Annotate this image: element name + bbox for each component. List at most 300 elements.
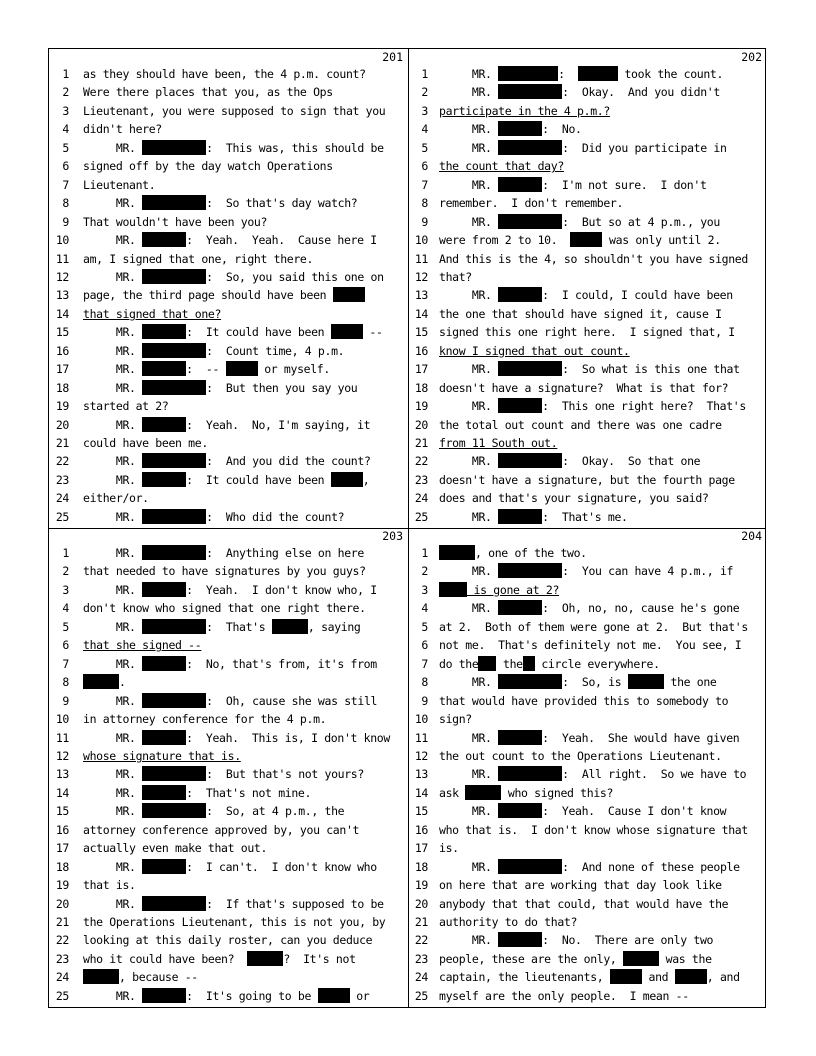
redaction-block: [498, 398, 542, 413]
redaction-block: [83, 969, 119, 984]
redaction-block: [142, 730, 186, 745]
line-text: [439, 434, 557, 452]
text-segment: : You can have 4 p.m., if: [562, 564, 734, 579]
line-text: [439, 802, 726, 820]
redaction-block: [610, 969, 642, 984]
line-text: [83, 139, 384, 157]
line-number: 21: [414, 436, 428, 450]
line-number: 16: [414, 343, 428, 358]
transcript-line: [408, 821, 767, 839]
line-text: [439, 692, 728, 710]
line-number: 3: [62, 582, 69, 597]
line-text: [439, 231, 721, 249]
line-text: [83, 895, 384, 913]
text-segment: MR.: [439, 509, 499, 524]
line-number: 22: [414, 933, 428, 948]
text-segment: MR.: [439, 933, 499, 948]
text-segment: : This one right here? That's: [542, 399, 746, 414]
text-segment: : And you did the count?: [206, 454, 371, 469]
text-segment: : And none of these people: [562, 859, 740, 874]
line-text: [83, 876, 136, 894]
line-text: [83, 342, 344, 360]
transcript-line: [408, 416, 767, 434]
transcript-line: [408, 508, 767, 526]
transcript-line: [49, 139, 408, 157]
line-text: [439, 508, 628, 526]
text-segment: : It could have been: [186, 325, 331, 340]
text-segment: MR.: [439, 214, 499, 229]
transcript-line: [49, 913, 408, 931]
line-text: [83, 821, 359, 839]
line-text: [83, 968, 198, 986]
page-204: [408, 528, 767, 1007]
line-number: 4: [62, 122, 69, 137]
text-segment: don't know who signed that one right there.: [83, 601, 366, 616]
redaction-block: [142, 232, 186, 247]
transcript-line: [408, 139, 767, 157]
transcript-line: [49, 987, 408, 1005]
line-text: [439, 747, 722, 765]
line-text: [439, 379, 728, 397]
line-number: 2: [62, 564, 69, 579]
redaction-block: [498, 214, 562, 229]
text-segment: : But that's not yours?: [206, 767, 364, 782]
line-text: [83, 286, 365, 304]
line-text: [439, 176, 707, 194]
line-text: [439, 360, 740, 378]
text-segment: MR.: [439, 67, 499, 81]
line-text: [83, 802, 344, 820]
text-segment: or myself.: [257, 362, 330, 377]
redaction-block: [142, 859, 186, 874]
line-text: [439, 489, 709, 507]
text-segment: : Oh, cause she was still: [206, 693, 378, 708]
line-number: 11: [55, 730, 69, 745]
line-text: [83, 213, 267, 231]
text-segment: MR.: [83, 454, 143, 469]
redaction-block: [498, 177, 542, 192]
redaction-block: [498, 766, 562, 781]
line-text: [439, 839, 459, 857]
line-number: 23: [55, 472, 69, 487]
line-number: 3: [421, 103, 428, 118]
text-segment: from 11 South out.: [439, 436, 558, 450]
line-text: [439, 342, 630, 360]
text-segment: : Yeah. This is, I don't know: [186, 730, 390, 745]
transcript-line: [408, 471, 767, 489]
line-text: [83, 194, 357, 212]
text-segment: : Yeah. Yeah. Cause here I: [186, 233, 377, 248]
text-segment: looking at this daily roster, can you deduce: [83, 933, 373, 948]
redaction-block: [478, 656, 496, 671]
text-segment: that would have provided this to somebody to: [439, 693, 729, 708]
transcript-line: [49, 968, 408, 986]
redaction-block: [142, 582, 186, 597]
text-segment: at 2. Both of them were gone at 2. But that's: [439, 619, 748, 634]
line-text: [439, 821, 748, 839]
line-text: [83, 489, 149, 507]
line-number: 24: [55, 491, 69, 506]
line-text: [439, 636, 741, 654]
redaction-block: [498, 674, 562, 689]
redaction-block: [623, 951, 659, 966]
text-segment: : So, you said this one on: [206, 269, 384, 284]
transcript-line: [408, 710, 767, 728]
line-number: 16: [55, 822, 69, 837]
transcript-line: [408, 692, 767, 710]
line-number: 6: [62, 159, 69, 174]
text-segment: : Did you participate in: [562, 140, 727, 155]
redaction-block: [142, 785, 186, 800]
transcript-line: [408, 231, 767, 249]
transcript-line: [49, 379, 408, 397]
text-segment: MR.: [83, 785, 143, 800]
text-segment: the: [496, 656, 523, 671]
transcript-line: [49, 858, 408, 876]
redaction-block: [439, 582, 467, 597]
text-segment: myself are the only people. I mean --: [439, 988, 689, 1003]
line-text: [439, 562, 733, 580]
text-segment: : Yeah. No, I'm saying, it: [186, 417, 371, 432]
transcript-line: [49, 581, 408, 599]
text-segment: MR.: [439, 399, 499, 414]
transcript-line: [408, 931, 767, 949]
line-number: 20: [55, 417, 69, 432]
text-segment: could have been me.: [83, 436, 208, 450]
text-segment: MR.: [439, 454, 499, 469]
line-number: 23: [55, 951, 69, 966]
line-text: [83, 858, 377, 876]
text-segment: MR.: [439, 177, 499, 192]
transcript-line: [408, 342, 767, 360]
text-segment: MR.: [439, 85, 499, 100]
transcript-line: [408, 968, 767, 986]
transcript-line: [49, 268, 408, 286]
line-number: 9: [62, 214, 69, 229]
redaction-block: [142, 324, 186, 339]
text-segment: MR.: [83, 380, 143, 395]
text-segment: in attorney conference for the 4 p.m.: [83, 712, 327, 727]
text-segment: And this is the 4, so shouldn't you have signed: [439, 251, 748, 266]
text-segment: : Count time, 4 p.m.: [206, 343, 345, 358]
transcript-line: [49, 194, 408, 212]
line-number: 19: [55, 878, 69, 893]
transcript-line: [408, 950, 767, 968]
redaction-block: [498, 803, 542, 818]
line-text: [439, 931, 713, 949]
line-text: [439, 286, 733, 304]
redaction-block: [226, 361, 258, 376]
text-segment: , and: [706, 970, 740, 985]
page-number: 203: [382, 529, 403, 543]
transcript-line: [49, 618, 408, 636]
line-text: [439, 618, 748, 636]
line-text: [83, 950, 356, 968]
transcript-line: [49, 471, 408, 489]
line-number: 14: [414, 306, 428, 321]
transcript-line: [408, 636, 767, 654]
transcript-line: [49, 931, 408, 949]
line-text: [439, 950, 712, 968]
transcript-line: [408, 194, 767, 212]
line-text: [439, 710, 472, 728]
transcript-line: [49, 508, 408, 526]
redaction-block: [333, 287, 365, 302]
line-text: [83, 305, 221, 323]
transcript-line: [49, 895, 408, 913]
transcript-line: [408, 434, 767, 452]
line-number: 25: [55, 988, 69, 1003]
text-segment: : So, is: [562, 675, 628, 690]
redaction-block: [142, 988, 186, 1003]
transcript-line: [408, 618, 767, 636]
line-number: 14: [414, 785, 428, 800]
transcript-line: [408, 599, 767, 617]
line-number: 4: [62, 601, 69, 616]
transcript-line: [408, 268, 767, 286]
line-number: 10: [55, 233, 69, 248]
line-text: [83, 747, 241, 765]
line-text: [439, 581, 559, 599]
line-number: 10: [55, 712, 69, 727]
line-text: [439, 968, 740, 986]
line-number: 5: [62, 619, 69, 634]
text-segment: doesn't have a signature, but the fourth page: [439, 472, 735, 487]
line-text: [83, 397, 168, 415]
transcript-line: [49, 747, 408, 765]
text-segment: is gone at 2?: [467, 582, 560, 597]
redaction-block: [331, 472, 363, 487]
line-text: [83, 931, 372, 949]
line-text: [439, 120, 582, 138]
transcript-line: [49, 305, 408, 323]
redaction-block: [331, 324, 363, 339]
line-number: 5: [62, 140, 69, 155]
redaction-block: [142, 269, 206, 284]
line-text: [439, 83, 720, 101]
text-segment: That wouldn't have been you?: [83, 214, 268, 229]
line-number: 11: [55, 251, 69, 266]
line-number: 17: [414, 841, 428, 856]
text-segment: MR.: [83, 362, 143, 377]
transcript-line: [408, 858, 767, 876]
line-number: 8: [62, 196, 69, 211]
transcript-line: [49, 65, 408, 83]
line-text: [83, 268, 384, 286]
line-text: [83, 157, 333, 175]
line-text: [439, 416, 722, 434]
line-text: [83, 379, 357, 397]
line-number: 19: [414, 399, 428, 414]
text-segment: MR.: [83, 804, 143, 819]
transcript-line: [408, 286, 767, 304]
transcript-line: [408, 562, 767, 580]
redaction-block: [498, 121, 542, 136]
text-segment: : So what is this one that: [562, 362, 740, 377]
redaction-block: [578, 66, 618, 81]
transcript-line: [408, 765, 767, 783]
line-number: 25: [414, 509, 428, 524]
transcript-line: [49, 286, 408, 304]
text-segment: took the count.: [617, 67, 724, 81]
line-number: 13: [414, 288, 428, 303]
line-number: 24: [414, 491, 428, 506]
text-segment: MR.: [83, 988, 143, 1003]
line-text: [439, 250, 748, 268]
text-segment: the Operations Lieutenant, this is not you, by: [83, 915, 386, 929]
transcript-line: [408, 360, 767, 378]
transcript-line: [408, 323, 767, 341]
text-segment: MR.: [83, 233, 143, 248]
redaction-block: [142, 766, 206, 781]
line-number: 3: [421, 582, 428, 597]
text-segment: : I'm not sure. I don't: [542, 177, 707, 192]
text-segment: sign?: [439, 712, 472, 727]
transcript-line: [49, 765, 408, 783]
transcript-line: [408, 83, 767, 101]
line-text: [83, 120, 162, 138]
line-text: [83, 692, 377, 710]
text-segment: MR.: [439, 362, 499, 377]
transcript-line: [49, 839, 408, 857]
line-number: 14: [55, 306, 69, 321]
line-number: 5: [421, 140, 428, 155]
redaction-block: [142, 195, 206, 210]
redaction-block: [498, 932, 542, 947]
text-segment: the count that day?: [439, 159, 564, 174]
text-segment: or: [349, 988, 370, 1003]
text-segment: that she signed --: [83, 638, 202, 653]
line-number: 7: [421, 656, 428, 671]
line-text: [439, 102, 610, 120]
redaction-block: [498, 84, 562, 99]
line-text: [439, 858, 740, 876]
line-number: 22: [414, 454, 428, 469]
transcript-line: [408, 102, 767, 120]
line-number: 18: [55, 859, 69, 874]
transcript-line: [408, 747, 767, 765]
text-segment: : No. There are only two: [542, 933, 714, 948]
text-segment: MR.: [439, 564, 499, 579]
line-text: [83, 250, 313, 268]
text-segment: ask: [439, 785, 466, 800]
text-segment: : No.: [542, 122, 582, 137]
line-text: [83, 508, 344, 526]
redaction-block: [498, 361, 562, 376]
transcript-line: [408, 784, 767, 802]
text-segment: MR.: [83, 325, 143, 340]
line-number: 14: [55, 785, 69, 800]
line-number: 22: [55, 454, 69, 469]
line-text: [439, 157, 564, 175]
line-number: 23: [414, 472, 428, 487]
transcript-line: [408, 120, 767, 138]
transcript-line: [49, 673, 408, 691]
text-segment: : Okay. So that one: [562, 454, 701, 469]
transcript-line: [49, 434, 408, 452]
text-segment: : That's me.: [542, 509, 628, 524]
text-segment: people, these are the only,: [439, 951, 624, 966]
text-segment: not me. That's definitely not me. You see, I: [439, 638, 742, 653]
page-203: [49, 528, 408, 1007]
line-number: 25: [414, 988, 428, 1003]
line-text: [83, 176, 155, 194]
text-segment: that signed that one?: [83, 306, 222, 321]
line-text: [439, 65, 723, 83]
redaction-block: [498, 563, 562, 578]
text-segment: attorney conference approved by, you can't: [83, 822, 360, 837]
line-number: 15: [414, 325, 428, 340]
line-number: 10: [414, 712, 428, 727]
transcript-line: [408, 802, 767, 820]
line-number: 6: [421, 638, 428, 653]
line-number: 2: [421, 564, 428, 579]
line-text: [439, 765, 746, 783]
redaction-block: [142, 619, 206, 634]
transcript-line: [49, 489, 408, 507]
redaction-block: [498, 453, 562, 468]
text-segment: on here that are working that day look like: [439, 878, 722, 893]
text-segment: doesn't have a signature? What is that for?: [439, 380, 729, 395]
line-text: [439, 305, 722, 323]
redaction-block: [142, 361, 186, 376]
transcript-line: [408, 655, 767, 673]
line-text: [83, 618, 361, 636]
text-segment: authority to do that?: [439, 915, 578, 929]
line-text: [83, 83, 333, 101]
line-number: 18: [55, 380, 69, 395]
text-segment: the one: [663, 675, 717, 690]
transcript-line: [408, 895, 767, 913]
line-number: 9: [421, 693, 428, 708]
redaction-block: [498, 730, 542, 745]
text-segment: , one of the two.: [475, 546, 587, 560]
text-segment: :: [558, 67, 578, 81]
text-segment: actually even make that out.: [83, 841, 268, 856]
redaction-block: [465, 785, 501, 800]
line-number: 4: [421, 122, 428, 137]
text-segment: remember. I don't remember.: [439, 196, 624, 211]
line-text: [83, 65, 366, 83]
redaction-block: [83, 674, 119, 689]
redaction-block: [142, 545, 206, 560]
text-segment: MR.: [439, 288, 499, 303]
text-segment: : So, at 4 p.m., the: [206, 804, 345, 819]
text-segment: the total out count and there was one cadre: [439, 417, 722, 432]
transcript-line: [49, 729, 408, 747]
text-segment: : Yeah. She would have given: [542, 730, 740, 745]
line-number: 24: [55, 970, 69, 985]
redaction-block: [142, 380, 206, 395]
text-segment: MR.: [83, 896, 143, 911]
line-text: [83, 784, 311, 802]
text-segment: either/or.: [83, 491, 149, 506]
text-segment: Lieutenant, you were supposed to sign that you: [83, 103, 386, 118]
line-text: [439, 268, 472, 286]
transcript-line: [408, 876, 767, 894]
transcript-line: [408, 176, 767, 194]
line-text: [83, 913, 385, 931]
text-segment: MR.: [439, 140, 499, 155]
line-number: 7: [421, 177, 428, 192]
text-segment: : Oh, no, no, cause he's gone: [542, 601, 740, 616]
text-segment: Were there places that you, as the Ops: [83, 85, 333, 100]
transcript-line: [408, 673, 767, 691]
redaction-block: [272, 619, 308, 634]
text-segment: MR.: [83, 767, 143, 782]
line-text: [83, 710, 326, 728]
text-segment: MR.: [83, 730, 143, 745]
